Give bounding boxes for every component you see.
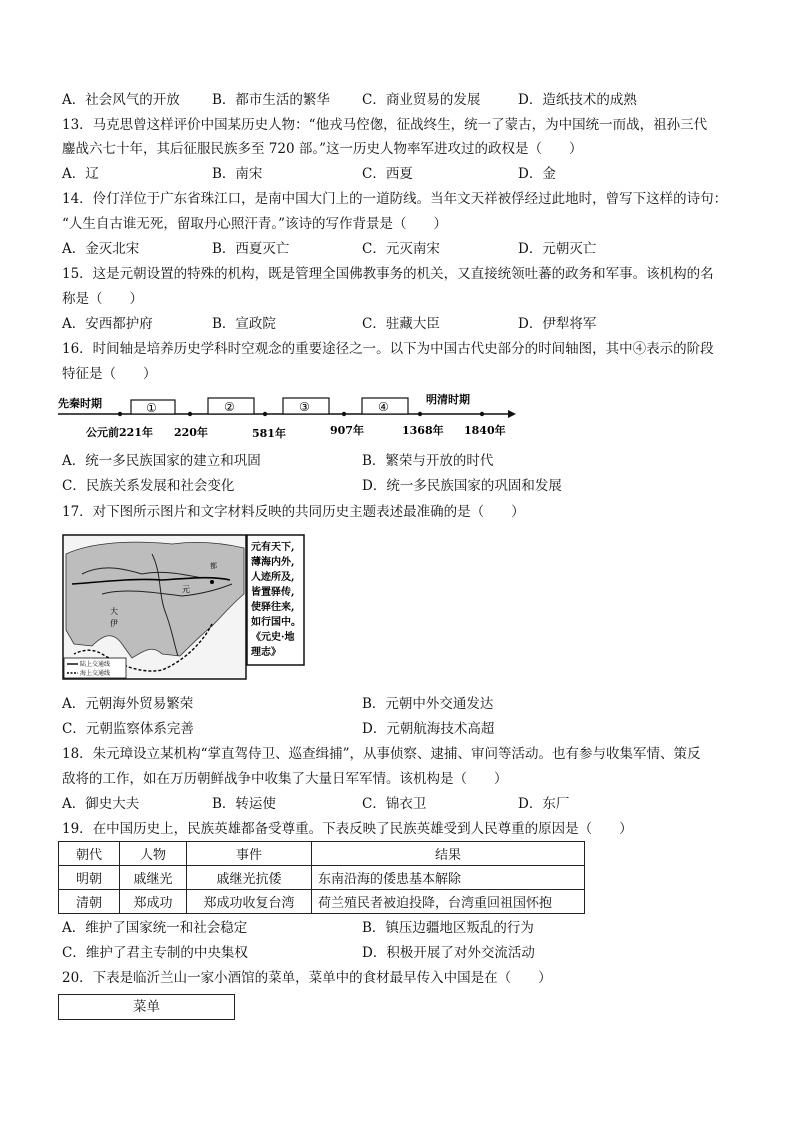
q13-option-c: C．西夏 <box>362 166 413 182</box>
q19-stem: 19．在中国历史上，民族英雄都备受尊重。下表反映了民族英雄受到人民尊重的原因是（ ） <box>62 821 633 837</box>
timeline-year-2: 220年 <box>174 426 208 439</box>
q15-option-a: A．安西都护府 <box>62 316 153 332</box>
q19-header-event: 事件 <box>187 842 312 866</box>
q14-stem-line2: “人生自古谁无死，留取丹心照汗青。”该诗的写作背景是（ ） <box>62 216 448 232</box>
q13-option-d: D．金 <box>518 166 556 182</box>
quote-line-3: 人迹所及, <box>251 572 295 583</box>
timeline-end-label: 明清时期 <box>426 393 470 406</box>
timeline-year-5: 1368年 <box>402 424 444 437</box>
quote-line-7: 《元史·地 <box>251 632 295 643</box>
yuan-dynasty-map-figure <box>62 534 306 680</box>
q19-option-c: C．维护了君主专制的中央集权 <box>62 945 248 961</box>
q13-stem-line2: 鏖战六七十年，其后征服民族多至 720 部。”这一历史人物率军进攻过的政权是（ ） <box>62 141 583 157</box>
legend-land-label: 陆上交通线 <box>80 661 111 668</box>
timeline-year-1: 公元前221年 <box>86 426 153 439</box>
timeline-year-6: 1840年 <box>464 424 506 437</box>
q16-option-d: D．统一多民族国家的巩固和发展 <box>362 478 562 494</box>
q17-option-d: D．元朝航海技术高超 <box>362 721 495 737</box>
timeline-year-4: 907年 <box>330 424 364 437</box>
q19-cell: 荷兰殖民者被迫投降，台湾重回祖国怀抱 <box>312 890 585 914</box>
q16-stem-line1: 16．时间轴是培养历史学科时空观念的重要途径之一。以下为中国古代史部分的时间轴图，其中④表示的阶段 <box>62 341 714 357</box>
q14-option-c: C．元灭南宋 <box>362 241 440 257</box>
q18-option-a: A．御史大夫 <box>62 796 140 812</box>
q19-cell: 戚继光 <box>120 866 187 890</box>
quote-line-2: 薄海内外, <box>251 557 295 568</box>
q19-option-b: B．镇压边疆地区叛乱的行为 <box>362 920 534 936</box>
q17-option-c: C．元朝监察体系完善 <box>62 721 194 737</box>
q15-stem-line2: 称是（ ） <box>62 291 143 307</box>
table-row <box>59 890 585 914</box>
timeline-dot-1 <box>118 412 122 416</box>
q17-stem: 17．对下图所示图片和文字材料反映的共同历史主题表述最准确的是（ ） <box>62 504 525 520</box>
q13-option-a: A．辽 <box>62 166 99 182</box>
q15-stem-line1: 15．这是元朝设置的特殊的机构，既是管理全国佛教事务的机关，又直接统领吐蕃的政务和军事。该机构的名 <box>62 266 714 282</box>
map-label-4: 都 <box>210 562 217 570</box>
timeline-dot-2 <box>188 412 192 416</box>
timeline-box-label-4: ④ <box>378 400 389 414</box>
timeline-arrow <box>508 410 516 418</box>
q19-table <box>58 841 585 914</box>
timeline-diagram <box>58 392 518 444</box>
quote-line-8: 理志》 <box>251 647 281 658</box>
q15-option-d: D．伊犁将军 <box>518 316 597 332</box>
q19-option-d: D．积极开展了对外交流活动 <box>362 945 535 961</box>
quote-line-5: 使驿往来, <box>251 602 295 613</box>
q15-option-b: B．宣政院 <box>212 316 276 332</box>
timeline-year-3: 581年 <box>252 427 286 440</box>
q16-option-b: B．繁荣与开放的时代 <box>362 453 494 469</box>
map-label-1: 大 <box>110 607 118 616</box>
q18-option-c: C．锦衣卫 <box>362 796 427 812</box>
q12-option-c: C．商业贸易的发展 <box>362 92 481 108</box>
map-city-dot <box>210 580 214 584</box>
q20-stem: 20．下表是临沂兰山一家小酒馆的菜单，菜单中的食材最早传入中国是在（ ） <box>62 970 552 986</box>
q18-stem-line1: 18．朱元璋设立某机构“掌直驾侍卫、巡查缉捕”，从事侦察、逮捕、审问等活动。也有参与收集军情、策反 <box>62 746 701 762</box>
timeline-dot-4 <box>342 412 346 416</box>
timeline-box-label-2: ② <box>224 400 235 414</box>
q16-option-c: C．民族关系发展和社会变化 <box>62 478 235 494</box>
q13-stem-line1: 13．马克思曾这样评价中国某历史人物：“他戎马倥偬，征战终生，统一了蒙古，为中国统一而战，祖孙三代 <box>62 117 708 133</box>
timeline-box-label-3: ③ <box>299 400 310 414</box>
legend-sea-label: 海上交通线 <box>80 670 111 677</box>
q19-cell: 郑成功收复台湾 <box>187 890 312 914</box>
q16-option-a: A．统一多民族国家的建立和巩固 <box>62 453 261 469</box>
timeline-start-label: 先秦时期 <box>58 397 102 410</box>
q19-cell: 明朝 <box>59 866 120 890</box>
timeline-dot-5 <box>418 412 422 416</box>
q14-option-b: B．西夏灭亡 <box>212 241 290 257</box>
quote-line-6: 如行国中。 <box>251 617 301 628</box>
timeline-dot-6 <box>480 412 484 416</box>
q18-option-d: D．东厂 <box>518 796 570 812</box>
q17-option-a: A．元朝海外贸易繁荣 <box>62 696 194 712</box>
map-label-2: 伊 <box>110 619 118 628</box>
quote-line-4: 皆置驿传, <box>251 587 295 598</box>
q19-header-result: 结果 <box>312 842 585 866</box>
q20-menu-header: 菜单 <box>58 994 235 1020</box>
q19-cell: 东南沿海的倭患基本解除 <box>312 866 585 890</box>
q14-option-a: A．金灭北宋 <box>62 241 140 257</box>
q19-header-dynasty: 朝代 <box>59 842 120 866</box>
q13-option-b: B．南宋 <box>212 166 263 182</box>
q19-cell: 郑成功 <box>120 890 187 914</box>
q16-stem-line2: 特征是（ ） <box>62 366 157 382</box>
quote-line-1: 元有天下, <box>251 542 295 553</box>
q17-option-b: B．元朝中外交通发达 <box>362 696 494 712</box>
timeline-dot-3 <box>263 412 267 416</box>
q14-option-d: D．元朝灭亡 <box>518 241 597 257</box>
quote-box <box>247 535 304 665</box>
q14-stem-line1: 14．伶仃洋位于广东省珠江口，是南中国大门上的一道防线。当年文天祥被俘经过此地时，曾写下这样的诗句： <box>62 191 728 207</box>
q12-option-a: A．社会风气的开放 <box>62 92 180 108</box>
q15-option-c: C．驻藏大臣 <box>362 316 440 332</box>
q19-header-person: 人物 <box>120 842 187 866</box>
q12-option-d: D．造纸技术的成熟 <box>518 92 637 108</box>
map-label-3: 元 <box>182 585 190 594</box>
q19-option-a: A．维护了国家统一和社会稳定 <box>62 920 248 936</box>
q12-option-b: B．都市生活的繁华 <box>212 92 330 108</box>
table-row <box>59 866 585 890</box>
q19-cell: 戚继光抗倭 <box>187 866 312 890</box>
q19-cell: 清朝 <box>59 890 120 914</box>
q18-stem-line2: 敌将的工作，如在万历朝鲜战争中收集了大量日军军情。该机构是（ ） <box>62 771 508 787</box>
q18-option-b: B．转运使 <box>212 796 276 812</box>
q19-table-header-row <box>59 842 585 866</box>
timeline-box-label-1: ① <box>146 401 157 415</box>
